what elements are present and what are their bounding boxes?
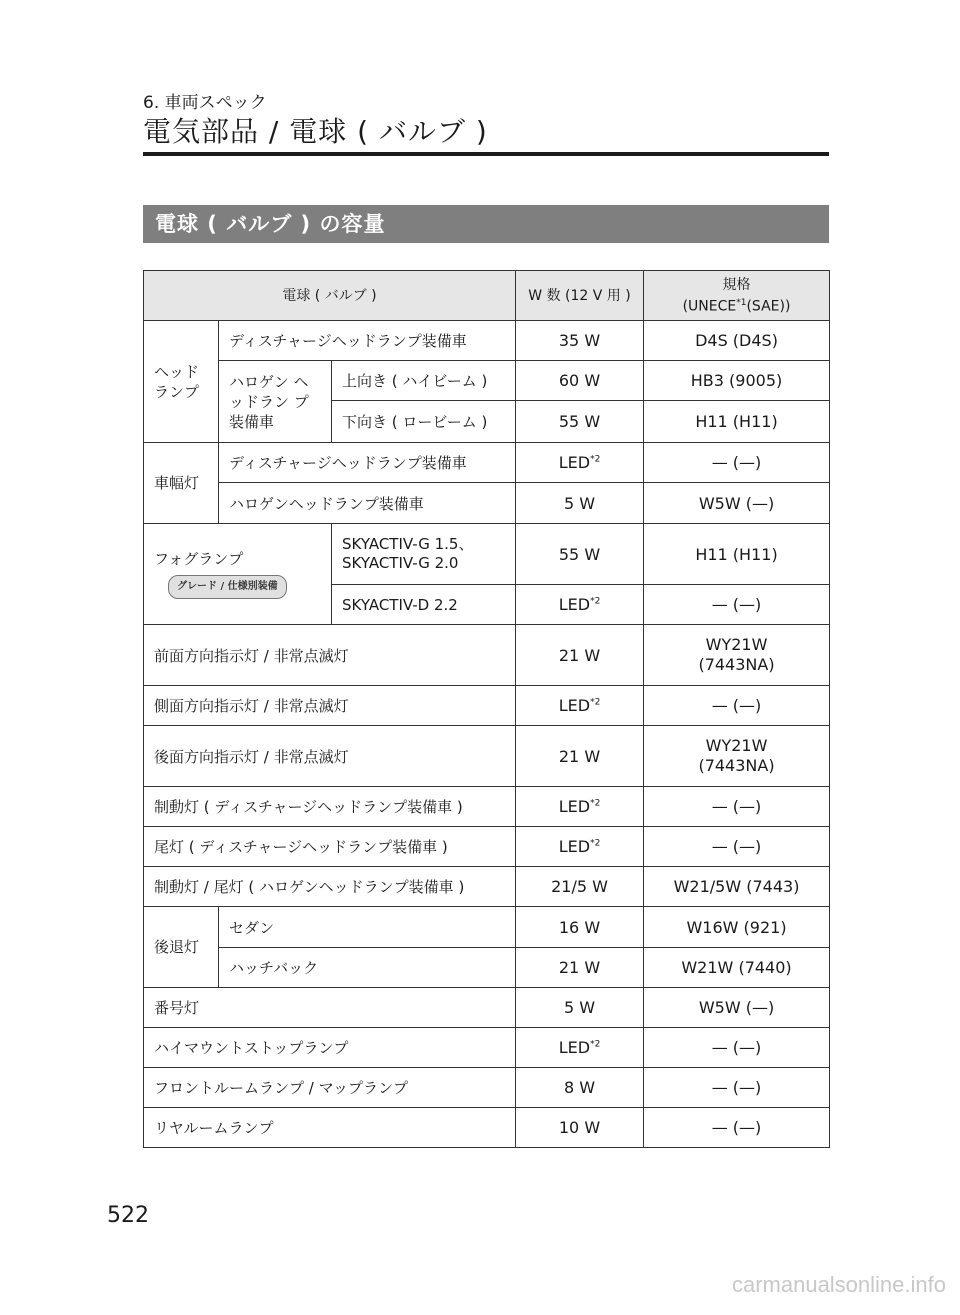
sidelamp-halogen-spec: W5W (—) [644,483,830,524]
page-title: 電気部品 / 電球 ( バルブ ) [143,115,488,148]
reverse-sedan: セダン [219,907,516,948]
reverse-sedan-spec: W16W (921) [644,907,830,948]
table-row [144,988,830,1028]
front-turn-spec-line2: (7443NA) [698,655,775,674]
sidelamp-label: 車幅灯 [144,443,219,524]
header-spec-line2b: (SAE)) [746,298,791,315]
foglamp-skyactiv-d: SKYACTIV-D 2.2 [332,585,516,625]
table-row [144,787,830,827]
table-row [144,686,830,726]
table-row [144,726,830,787]
table-row [144,524,830,585]
header-bulb: 電球 ( バルブ ) [144,271,516,321]
foglamp-g-line2: SKYACTIV-G 2.0 [342,554,459,572]
headlamp-label: ヘッド ランプ [144,321,219,443]
headlamp-high-spec: HB3 (9005) [644,361,830,401]
headlamp-low: 下向き ( ロービーム ) [332,401,516,443]
brake-discharge-spec: — (—) [644,787,830,827]
headlamp-high-watt: 60 W [516,361,644,401]
foglamp-d-watt [516,585,644,625]
footnote-marker: *2 [590,454,601,465]
table-row [144,1108,830,1148]
led-text: LED [558,696,591,715]
brake-discharge-label: 制動灯 ( ディスチャージヘッドランプ装備車 ) [144,787,516,827]
footnote-marker: *2 [590,838,601,849]
table-row [144,1068,830,1108]
brake-tail-halogen-label: 制動灯 / 尾灯 ( ハロゲンヘッドランプ装備車 ) [144,867,516,907]
table-header-row [144,271,830,321]
table-row [144,443,830,483]
reverse-hatch: ハッチバック [219,948,516,988]
foglamp-g-spec: H11 (H11) [644,524,830,585]
table-row [144,827,830,867]
rear-turn-label: 後面方向指示灯 / 非常点滅灯 [144,726,516,787]
highmount-watt [516,1028,644,1068]
footnote-marker: *2 [590,596,601,607]
foglamp-g-line1: SKYACTIV-G 1.5、 [342,535,474,553]
header-wattage: W 数 (12 V 用 ) [516,271,644,321]
sidelamp-halogen: ハロゲンヘッドランプ装備車 [219,483,516,524]
tail-discharge-spec: — (—) [644,827,830,867]
license-spec: W5W (—) [644,988,830,1028]
footnote-marker: *2 [590,1039,601,1050]
footnote-marker: *2 [590,697,601,708]
table-row [144,948,830,988]
header-spec-line1: 規格 [722,276,751,293]
side-turn-label: 側面方向指示灯 / 非常点滅灯 [144,686,516,726]
heading-rule [143,152,829,156]
brake-tail-halogen-watt: 21/5 W [516,867,644,907]
highmount-label: ハイマウントストップランプ [144,1028,516,1068]
subheading: 電球 ( バルブ ) の容量 [143,205,829,243]
sidelamp-discharge-spec: — (—) [644,443,830,483]
foglamp-label: フォグランプ [154,550,244,568]
rear-turn-spec-line2: (7443NA) [698,756,775,775]
rear-turn-spec [644,726,830,787]
led-text: LED [558,797,591,816]
sidelamp-discharge-watt [516,443,644,483]
front-turn-label: 前面方向指示灯 / 非常点滅灯 [144,625,516,686]
rear-turn-spec-line1: WY21W [705,736,768,755]
tail-discharge-watt [516,827,644,867]
headlamp-discharge: ディスチャージヘッドランプ装備車 [219,321,516,361]
table-row [144,1028,830,1068]
license-watt: 5 W [516,988,644,1028]
reverse-sedan-watt: 16 W [516,907,644,948]
front-turn-spec [644,625,830,686]
front-room-label: フロントルームランプ / マップランプ [144,1068,516,1108]
front-room-watt: 8 W [516,1068,644,1108]
headlamp-high: 上向き ( ハイビーム ) [332,361,516,401]
brake-discharge-watt [516,787,644,827]
led-text: LED [558,837,591,856]
front-turn-watt: 21 W [516,625,644,686]
side-turn-spec: — (—) [644,686,830,726]
sidelamp-halogen-watt: 5 W [516,483,644,524]
front-turn-spec-line1: WY21W [705,635,768,654]
foglamp-skyactiv-g [332,524,516,585]
sidelamp-discharge: ディスチャージヘッドランプ装備車 [219,443,516,483]
foglamp-g-watt: 55 W [516,524,644,585]
reverse-label: 後退灯 [144,907,219,988]
highmount-spec: — (—) [644,1028,830,1068]
side-turn-watt [516,686,644,726]
page-number: 522 [107,1203,149,1228]
table-row [144,867,830,907]
headlamp-discharge-spec: D4S (D4S) [644,321,830,361]
table-row [144,321,830,361]
footnote-marker: *2 [590,798,601,809]
table-row [144,907,830,948]
bulb-spec-table [143,270,830,1148]
headlamp-halogen: ハロゲン ヘッドラン プ装備車 [219,361,332,443]
front-room-spec: — (—) [644,1068,830,1108]
rear-room-spec: — (—) [644,1108,830,1148]
led-text: LED [558,1038,591,1057]
watermark[interactable]: carmanualsonline.info [731,1272,946,1297]
rear-room-label: リヤルームランプ [144,1108,516,1148]
license-label: 番号灯 [144,988,516,1028]
reverse-hatch-watt: 21 W [516,948,644,988]
reverse-hatch-spec: W21W (7440) [644,948,830,988]
table-row [144,361,830,401]
headlamp-low-spec: H11 (H11) [644,401,830,443]
header-spec-line2a: (UNECE [682,298,737,315]
footnote-marker: *1 [736,297,747,308]
led-text: LED [558,453,591,472]
rear-room-watt: 10 W [516,1108,644,1148]
grade-badge: グレード / 仕様別装備 [168,575,287,599]
foglamp-d-spec: — (—) [644,585,830,625]
headlamp-low-watt: 55 W [516,401,644,443]
foglamp-cell [144,524,332,625]
led-text: LED [558,595,591,614]
header-spec [644,271,830,321]
table-row [144,625,830,686]
rear-turn-watt: 21 W [516,726,644,787]
tail-discharge-label: 尾灯 ( ディスチャージヘッドランプ装備車 ) [144,827,516,867]
headlamp-discharge-watt: 35 W [516,321,644,361]
section-label: 6. 車両スペック [143,93,267,113]
table-row [144,483,830,524]
brake-tail-halogen-spec: W21/5W (7443) [644,867,830,907]
